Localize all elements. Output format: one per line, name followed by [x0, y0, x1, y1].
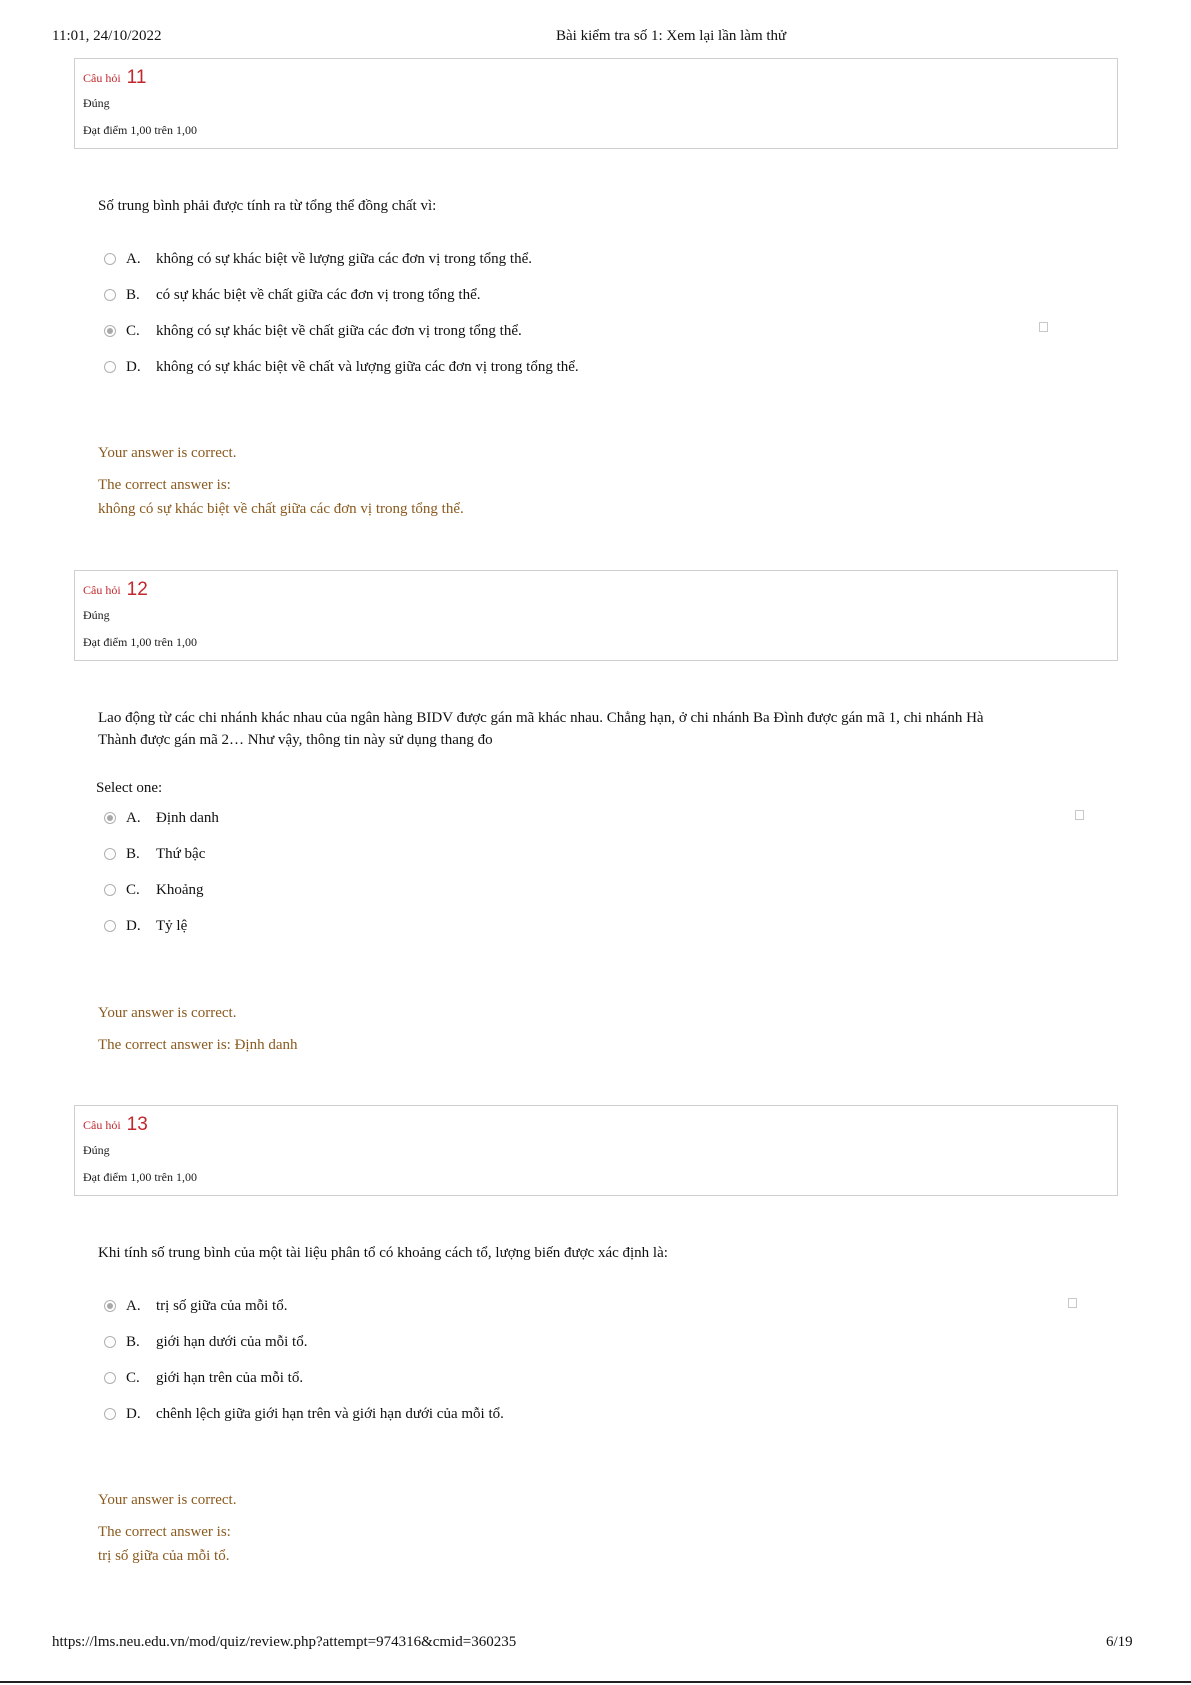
option-text: Khoảng [156, 881, 204, 898]
radio-button[interactable] [104, 1408, 116, 1420]
option-text: Tỷ lệ [156, 917, 188, 934]
answer-option[interactable] [104, 843, 205, 865]
radio-button-checked[interactable] [104, 812, 116, 824]
answer-option-selected[interactable] [104, 807, 219, 829]
question-label [83, 579, 148, 601]
correct-answer-label: The correct answer is: [98, 477, 231, 493]
question-label-text: Câu hỏi [83, 583, 121, 597]
option-letter: D. [126, 917, 141, 934]
question-text: Lao động từ các chi nhánh khác nhau của ngân hàng BIDV được gán mã khác nhau. Chẳng hạn, ở chi nhánh Ba Đình được gán mã 1, chi nhánh Hà Thành được gán mã 2… Như vậy, thông tin này sử dụng thang đo [98, 710, 984, 748]
feedback-text: Your answer is correct. [98, 1005, 237, 1021]
correct-answer-label: The correct answer is: Định danh [98, 1037, 298, 1053]
answer-option[interactable] [104, 1367, 303, 1389]
question-text: Khi tính số trung bình của một tài liệu phân tổ có khoảng cách tổ, lượng biến được xác định là: [98, 1245, 668, 1261]
feedback-text: Your answer is correct. [98, 445, 237, 461]
question-grade: Đạt điểm 1,00 trên 1,00 [83, 1170, 197, 1184]
question-info-box [74, 570, 1118, 661]
page-title: Bài kiểm tra số 1: Xem lại lần làm thử [556, 28, 787, 44]
option-text: chênh lệch giữa giới hạn trên và giới hạn dưới của mỗi tổ. [156, 1405, 504, 1422]
question-label-text: Câu hỏi [83, 1118, 121, 1132]
answer-option[interactable] [104, 1403, 504, 1425]
question-label [83, 67, 146, 89]
answer-option[interactable] [104, 356, 579, 378]
radio-button[interactable] [104, 289, 116, 301]
option-letter: B. [126, 845, 140, 862]
option-letter: A. [126, 1297, 141, 1314]
flag-icon[interactable] [1068, 1298, 1077, 1308]
answer-option[interactable] [104, 1331, 307, 1353]
correct-answer-text: trị số giữa của mỗi tổ. [98, 1548, 230, 1564]
print-datetime: 11:01, 24/10/2022 [52, 28, 162, 44]
option-letter: C. [126, 1369, 140, 1386]
answer-option[interactable] [104, 284, 481, 306]
radio-button[interactable] [104, 1372, 116, 1384]
question-text: Số trung bình phải được tính ra từ tổng thể đồng chất vì: [98, 198, 437, 214]
option-letter: A. [126, 250, 141, 267]
radio-button[interactable] [104, 253, 116, 265]
correct-answer-text: không có sự khác biệt về chất giữa các đơn vị trong tổng thể. [98, 501, 464, 517]
option-letter: D. [126, 358, 141, 375]
option-letter: B. [126, 1333, 140, 1350]
page-url: https://lms.neu.edu.vn/mod/quiz/review.php?attempt=974316&cmid=360235 [52, 1634, 517, 1650]
answer-option-selected[interactable] [104, 320, 522, 342]
question-state: Đúng [83, 96, 110, 110]
option-letter: B. [126, 286, 140, 303]
question-number: 12 [126, 579, 148, 600]
question-number: 13 [126, 1114, 148, 1135]
option-letter: C. [126, 881, 140, 898]
answer-option[interactable] [104, 248, 532, 270]
option-text: không có sự khác biệt về chất giữa các đơn vị trong tổng thể. [156, 322, 522, 339]
flag-icon[interactable] [1075, 810, 1084, 820]
question-label [83, 1114, 148, 1136]
option-text: giới hạn dưới của mỗi tổ. [156, 1333, 308, 1350]
radio-button[interactable] [104, 920, 116, 932]
option-letter: A. [126, 809, 141, 826]
question-info-box [74, 1105, 1118, 1196]
option-text: không có sự khác biệt về lượng giữa các đơn vị trong tổng thể. [156, 250, 533, 267]
answer-option[interactable] [104, 879, 204, 901]
radio-button-checked[interactable] [104, 325, 116, 337]
question-info-box [74, 58, 1118, 149]
question-number: 11 [126, 67, 147, 88]
option-text: Thứ bậc [156, 845, 206, 862]
radio-button[interactable] [104, 848, 116, 860]
radio-button[interactable] [104, 884, 116, 896]
option-text: có sự khác biệt về chất giữa các đơn vị trong tổng thể. [156, 286, 481, 303]
feedback-text: Your answer is correct. [98, 1492, 237, 1508]
question-state: Đúng [83, 1143, 110, 1157]
select-one-prompt: Select one: [96, 780, 163, 796]
correct-answer-label: The correct answer is: [98, 1524, 231, 1540]
question-state: Đúng [83, 608, 110, 622]
radio-button-checked[interactable] [104, 1300, 116, 1312]
question-label-text: Câu hỏi [83, 71, 121, 85]
page-bottom-rule [0, 1681, 1191, 1683]
answer-option[interactable] [104, 915, 187, 937]
option-text: giới hạn trên của mỗi tổ. [156, 1369, 304, 1386]
answer-option-selected[interactable] [104, 1295, 287, 1317]
option-text: Định danh [156, 809, 219, 826]
option-text: không có sự khác biệt về chất và lượng giữa các đơn vị trong tổng thể. [156, 358, 579, 375]
page-number: 6/19 [1106, 1634, 1133, 1650]
option-letter: D. [126, 1405, 141, 1422]
radio-button[interactable] [104, 361, 116, 373]
flag-icon[interactable] [1039, 322, 1048, 332]
question-grade: Đạt điểm 1,00 trên 1,00 [83, 635, 197, 649]
question-grade: Đạt điểm 1,00 trên 1,00 [83, 123, 197, 137]
radio-button[interactable] [104, 1336, 116, 1348]
option-text: trị số giữa của mỗi tổ. [156, 1297, 288, 1314]
option-letter: C. [126, 322, 140, 339]
